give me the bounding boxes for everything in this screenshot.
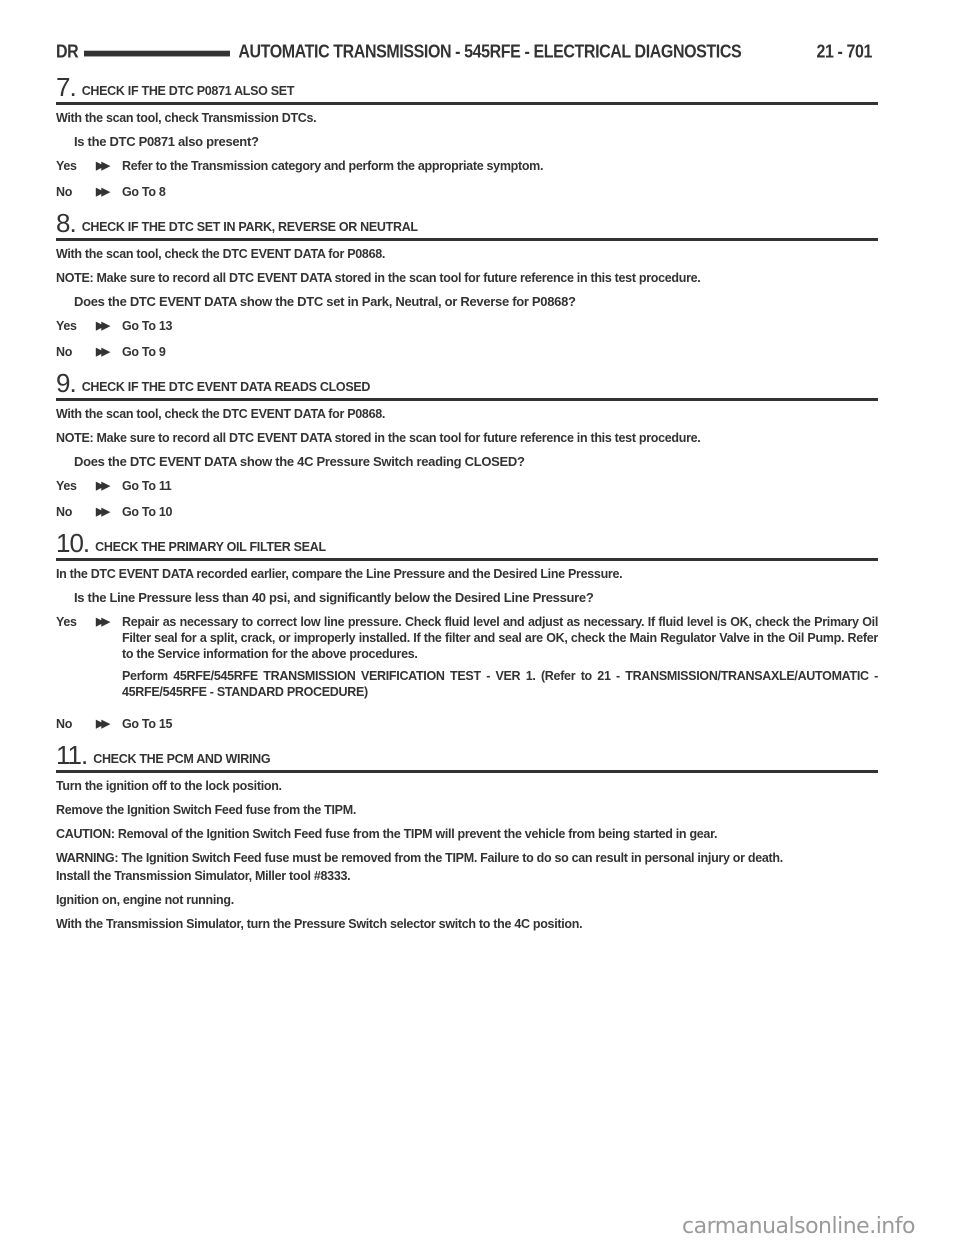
- answer-label: No: [56, 185, 73, 199]
- step-instruction: With the scan tool, check the DTC EVENT DATA for P0868.: [56, 247, 386, 261]
- step-title: CHECK IF THE DTC SET IN PARK, REVERSE OR NEUTRAL: [81, 220, 418, 234]
- answer-label: No: [56, 345, 73, 359]
- answer-text-repair: Repair as necessary to correct low line pressure. Check fluid level and adjust as necessary. If fluid level is OK, check the Primary Oil Filter seal for a split, crack, or improperly installed. If the filter and seal are OK, check the Main Regulator Valve in the Oil Pump. Refer to the Service information for the above procedures.: [122, 615, 878, 661]
- step-10: [56, 530, 878, 732]
- header-rule: [84, 50, 230, 56]
- step-number: 9.: [56, 368, 76, 398]
- step-warning: WARNING: The Ignition Switch Feed fuse must be removed from the TIPM. Failure to do so can result in personal injury or death.: [56, 851, 783, 865]
- answer-text: Go To 9: [122, 345, 166, 359]
- step-9: [56, 370, 878, 520]
- answer-no: [56, 504, 878, 520]
- step-8: [56, 210, 878, 360]
- answer-yes: [56, 614, 878, 706]
- step-note: NOTE: Make sure to record all DTC EVENT DATA stored in the scan tool for future reference in this test procedure.: [56, 271, 701, 285]
- step-heading: [56, 530, 878, 561]
- step-7: [56, 74, 878, 200]
- header-title: AUTOMATIC TRANSMISSION - 545RFE - ELECTRICAL DIAGNOSTICS: [238, 42, 742, 63]
- step-title: CHECK THE PCM AND WIRING: [93, 752, 271, 766]
- step-instruction: With the scan tool, check the DTC EVENT DATA for P0868.: [56, 407, 386, 421]
- answer-label: Yes: [56, 479, 77, 493]
- step-instruction: Install the Transmission Simulator, Miller tool #8333.: [56, 869, 351, 883]
- step-11: [56, 742, 878, 932]
- answer-text: Go To 13: [122, 319, 173, 333]
- answer-text: Go To 15: [122, 717, 173, 731]
- page-header: [56, 39, 878, 67]
- watermark: carmanualsonline.info: [682, 1214, 915, 1239]
- answer-no: [56, 344, 878, 360]
- step-instruction: In the DTC EVENT DATA recorded earlier, compare the Line Pressure and the Desired Line Pressure.: [56, 567, 623, 581]
- step-number: 7.: [56, 72, 76, 102]
- step-number: 10.: [56, 528, 90, 558]
- step-number: 11.: [56, 740, 88, 770]
- double-arrow-icon: ▶▶: [96, 186, 107, 198]
- header-model-code: DR: [56, 42, 79, 63]
- step-instruction: With the Transmission Simulator, turn the Pressure Switch selector switch to the 4C position.: [56, 917, 583, 931]
- answer-text: Go To 11: [122, 479, 172, 493]
- double-arrow-icon: ▶▶: [96, 320, 107, 332]
- step-question: Does the DTC EVENT DATA show the DTC set in Park, Neutral, or Reverse for P0868?: [74, 294, 576, 309]
- double-arrow-icon: ▶▶: [96, 346, 107, 358]
- answer-text: Go To 10: [122, 505, 173, 519]
- answer-label: No: [56, 717, 73, 731]
- step-heading: [56, 74, 878, 105]
- step-instruction: Ignition on, engine not running.: [56, 893, 234, 907]
- answer-label: No: [56, 505, 73, 519]
- step-title: CHECK THE PRIMARY OIL FILTER SEAL: [95, 540, 326, 554]
- answer-text: [122, 614, 878, 706]
- answer-label: Yes: [56, 615, 77, 629]
- answer-text: Refer to the Transmission category and perform the appropriate symptom.: [122, 159, 544, 173]
- answer-yes: [56, 158, 878, 174]
- answer-label: Yes: [56, 319, 77, 333]
- step-caution: CAUTION: Removal of the Ignition Switch Feed fuse from the TIPM will prevent the vehicle from being started in gear.: [56, 827, 718, 841]
- double-arrow-icon: ▶▶: [96, 160, 107, 172]
- step-instruction: Turn the ignition off to the lock position.: [56, 779, 282, 793]
- answer-text-verification: Perform 45RFE/545RFE TRANSMISSION VERIFICATION TEST - VER 1. (Refer to 21 - TRANSMISSION/TRANSAXLE/AUTOMATIC - 45RFE/545RFE - STANDARD PROCEDURE): [122, 669, 878, 699]
- answer-text: Go To 8: [122, 185, 166, 199]
- step-instruction: Remove the Ignition Switch Feed fuse from the TIPM.: [56, 803, 357, 817]
- double-arrow-icon: ▶▶: [96, 480, 107, 492]
- page-number: 21 - 701: [816, 42, 872, 63]
- step-number: 8.: [56, 208, 76, 238]
- step-heading: [56, 370, 878, 401]
- answer-no: [56, 184, 878, 200]
- double-arrow-icon: ▶▶: [96, 616, 107, 628]
- step-note: NOTE: Make sure to record all DTC EVENT DATA stored in the scan tool for future reference in this test procedure.: [56, 431, 701, 445]
- step-title: CHECK IF THE DTC EVENT DATA READS CLOSED: [81, 380, 371, 394]
- step-question: Does the DTC EVENT DATA show the 4C Pressure Switch reading CLOSED?: [74, 454, 525, 469]
- double-arrow-icon: ▶▶: [96, 506, 107, 518]
- answer-label: Yes: [56, 159, 77, 173]
- double-arrow-icon: ▶▶: [96, 718, 107, 730]
- step-heading: [56, 210, 878, 241]
- step-title: CHECK IF THE DTC P0871 ALSO SET: [81, 84, 295, 98]
- answer-no: [56, 716, 878, 732]
- page-content: [56, 74, 878, 942]
- answer-yes: [56, 478, 878, 494]
- step-question: Is the DTC P0871 also present?: [74, 134, 259, 149]
- step-heading: [56, 742, 878, 773]
- answer-yes: [56, 318, 878, 334]
- step-instruction: With the scan tool, check Transmission DTCs.: [56, 111, 317, 125]
- step-question: Is the Line Pressure less than 40 psi, and significantly below the Desired Line Pressure?: [74, 590, 594, 605]
